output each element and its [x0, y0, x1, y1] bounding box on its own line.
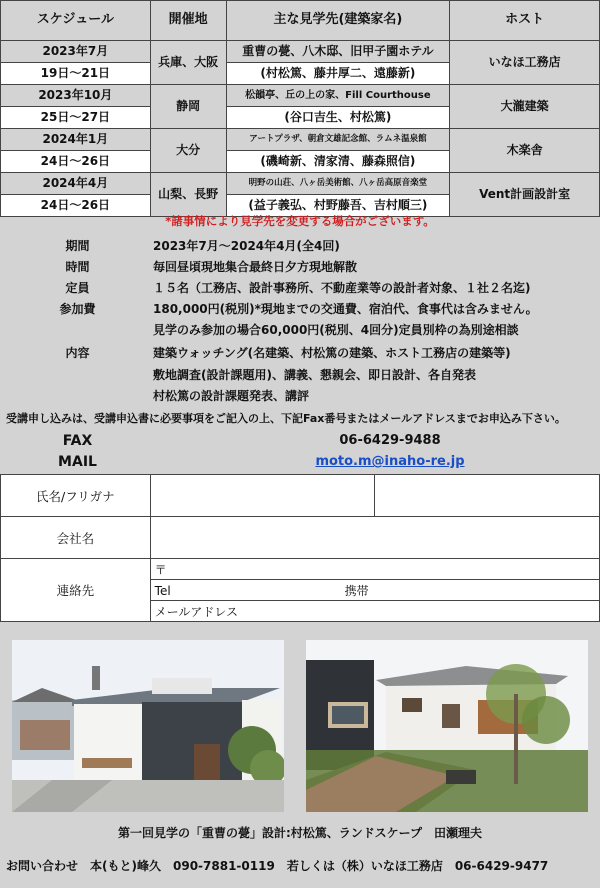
header-visits: 主な見学先(建築家名)	[226, 1, 450, 41]
house-photo-left	[12, 640, 284, 812]
row-month: 2023年7月	[1, 41, 151, 63]
row-place: 静岡	[150, 85, 226, 129]
row-architects: (益子義弘、村野藤吾、吉村順三)	[226, 195, 450, 217]
row-month: 2023年10月	[1, 85, 151, 107]
fax-line	[0, 430, 600, 452]
row-visits: 松韻亭、丘の上の家、Fill Courthouse	[226, 85, 450, 107]
row-visits: 重曹の甍、八木邸、旧甲子園ホテル	[226, 41, 450, 63]
postal-field[interactable]	[150, 559, 599, 580]
company-phone: 06-6429-9477	[454, 859, 549, 873]
email-label: メールアドレス	[154, 604, 239, 619]
inquiry-label: お問い合わせ	[6, 859, 79, 873]
row-host: 大瀧建築	[450, 85, 600, 129]
info-value: １５名（工務店、設計事務所、不動産業等の設計者対象、１社２名迄)	[153, 281, 531, 295]
row-place: 大分	[150, 129, 226, 173]
row-visits: アートプラザ、朝倉文雄記念館、ラムネ温泉館	[226, 129, 450, 151]
row-month: 2024年1月	[1, 129, 151, 151]
schedule-table	[0, 0, 600, 217]
info-value: 2023年7月～2024年4月(全4回)	[153, 239, 340, 253]
change-notice: *諸事情により見学先を変更する場合がございます。	[165, 214, 435, 228]
mobile-label: 携帯	[344, 583, 369, 598]
row-host: Vent計画設計室	[450, 173, 600, 217]
photo-caption: 第一回見学の「重曹の甍」設計:村松篤、ランドスケープ 田瀬理夫	[117, 826, 483, 840]
application-instructions: 受講申し込みは、受講申込書に必要事項をご記入の上、下記Fax番号またはメールアドレスまでお申込み下さい。	[6, 412, 566, 425]
application-form	[0, 474, 600, 622]
info-value: 見学のみ参加の場合60,000円(税別、4回分)定員別枠の為別途相談	[153, 323, 519, 337]
alternate-contact: 若しくは（株）いなほ工務店	[286, 859, 443, 873]
phone-field[interactable]	[150, 580, 599, 601]
mail-line	[0, 451, 600, 473]
contact-person: 本(もと)峰久	[90, 859, 161, 873]
info-value: 毎回昼頃現地集合最終日夕方現地解散	[153, 260, 358, 274]
postal-mark: 〒	[154, 562, 167, 577]
row-host: 木楽舎	[450, 129, 600, 173]
info-label: 内容	[65, 346, 90, 360]
header-venue: 開催地	[150, 1, 226, 41]
garden-photo-right	[306, 640, 588, 812]
row-month: 2024年4月	[1, 173, 151, 195]
fax-number: 06-6429-9488	[339, 433, 441, 448]
row-host: いなほ工務店	[450, 41, 600, 85]
name-field[interactable]	[150, 475, 375, 517]
fax-label: FAX	[62, 433, 93, 449]
info-label: 時間	[65, 260, 90, 274]
tel-label: Tel	[154, 583, 171, 598]
row-days: 24日～26日	[1, 151, 151, 173]
inquiry-footer	[6, 857, 560, 874]
info-label: 定員	[65, 281, 90, 295]
info-label: 期間	[65, 239, 90, 253]
info-value: 村松篤の設計課題発表、講評	[153, 389, 310, 403]
info-value: 敷地調査(設計課題用)、講義、懇親会、即日設計、各自発表	[153, 368, 476, 382]
mail-label: MAIL	[58, 454, 97, 470]
row-place: 山梨、長野	[150, 173, 226, 217]
row-visits: 明野の山荘、八ヶ岳美術館、八ヶ岳高原音楽堂	[226, 173, 450, 195]
info-value: 180,000円(税別)*現地までの交通費、宿泊代、食事代は含みません。	[153, 302, 538, 316]
row-days: 19日～21日	[1, 63, 151, 85]
row-days: 24日～26日	[1, 195, 151, 217]
mail-address-link[interactable]: moto.m@inaho-re.jp	[315, 454, 465, 469]
contact-label: 連絡先	[1, 559, 151, 622]
contact-phone: 090-7881-0119	[173, 859, 275, 873]
email-field[interactable]	[150, 601, 599, 622]
row-architects: (磯崎新、清家清、藤森照信)	[226, 151, 450, 173]
name-label: 氏名/フリガナ	[1, 475, 151, 517]
company-field[interactable]	[150, 517, 599, 559]
header-schedule: スケジュール	[1, 1, 151, 41]
furigana-field[interactable]	[375, 475, 600, 517]
row-place: 兵庫、大阪	[150, 41, 226, 85]
row-days: 25日～27日	[1, 107, 151, 129]
info-label: 参加費	[59, 302, 96, 316]
row-architects: (村松篤、藤井厚二、遠藤新)	[226, 63, 450, 85]
row-architects: (谷口吉生、村松篤)	[226, 107, 450, 129]
info-value: 建築ウォッチング(名建築、村松篤の建築、ホスト工務店の建築等)	[153, 346, 511, 360]
header-host: ホスト	[450, 1, 600, 41]
company-label: 会社名	[1, 517, 151, 559]
